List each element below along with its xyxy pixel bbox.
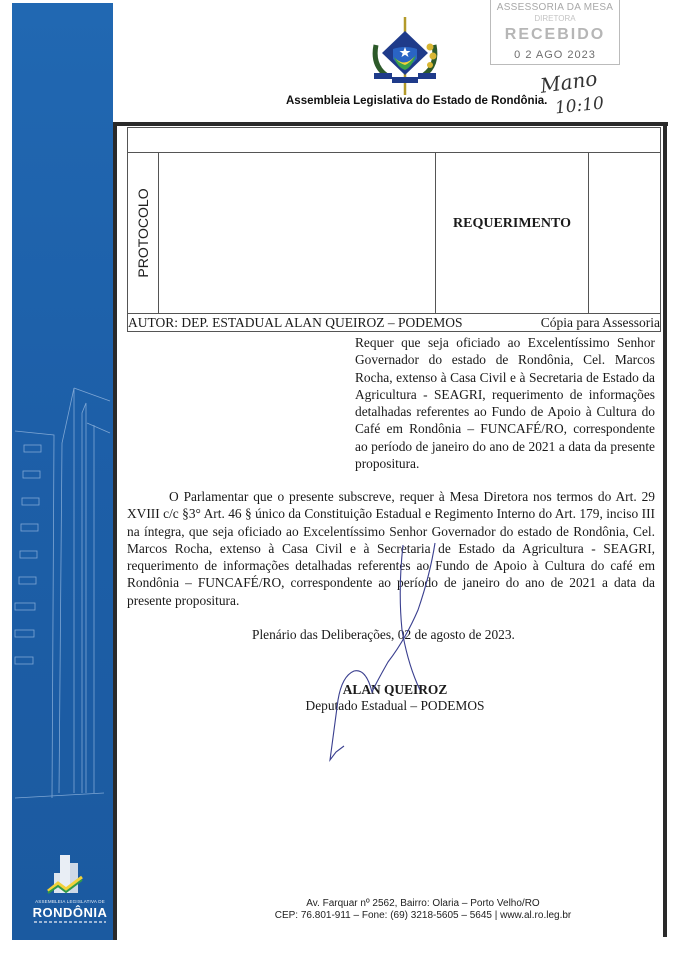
- handwritten-receiver-name: Mano: [538, 66, 599, 98]
- footer-address: [228, 898, 618, 922]
- blank-cell: [589, 153, 661, 314]
- assembly-name: Assembleia Legislativa do Estado de Rondônia.: [286, 95, 548, 107]
- protocol-cell: [128, 153, 159, 314]
- protocol-label: PROTOCOLO: [135, 188, 151, 278]
- author-cell: [128, 314, 661, 332]
- stamp-department: ASSESSORIA DA MESA: [496, 2, 614, 13]
- handwritten-receipt-time: 10:10: [554, 93, 605, 119]
- form-header-table: [127, 127, 661, 332]
- form-main-row: [128, 153, 661, 314]
- author-line: AUTOR: DEP. ESTADUAL ALAN QUEIROZ – PODEMOS: [128, 314, 463, 330]
- building-outline-illustration: [12, 3, 113, 940]
- sidebar-banner: [12, 3, 113, 940]
- body-paragraph: O Parlamentar que o presente subscreve, requer à Mesa Diretora nos termos do Art. 29 XVIII c/c §3° Art. 46 § único da Constituição Estadual e Regimento Interno do Art. 179, inciso III na íntegra, que seja oficiado ao Excelentíssimo Senhor Governador do estado de Rondônia, Cel. Marcos Rocha, extenso à Casa Civil e à Secretaria de Estado da Agricultura - SEAGRI, requerimento de informações detalhadas referentes ao Fundo de Apoio à Cultura do café em Rondônia – FUNCAFÉ/RO, correspondente ao período de janeiro do ano de 2021 a data da presente propositura.: [127, 489, 655, 608]
- state-coat-of-arms-icon: [368, 15, 442, 97]
- signer-name: ALAN QUEIROZ: [342, 682, 448, 697]
- document-type: REQUERIMENTO: [453, 216, 571, 231]
- copy-note: Cópia para Assessoria: [540, 314, 660, 330]
- summary-paragraph: Requer que seja oficiado ao Excelentíssimo Senhor Governador do estado de Rondônia, Cel. Marcos Rocha, extenso à Casa Civil e à Secretaria de Estado da Agricultura - SEAGRI, requerimento de informações detalhadas referentes ao Fundo de Apoio à Cultura do Café em Rondônia – FUNCAFÉ/RO, correspondente ao período de janeiro do ano de 2021 a data da presente propositura.: [355, 335, 655, 472]
- signer-role: Deputado Estadual – PODEMOS: [305, 698, 485, 713]
- stamp-date: 0 2 AGO 2023: [514, 49, 596, 61]
- stamp-status: RECEBIDO: [504, 26, 606, 43]
- brand-subtitle: ASSEMBLEIA LEGISLATIVA DE: [35, 899, 105, 904]
- page-frame-right: [663, 122, 667, 937]
- ale-ro-logo: [30, 851, 110, 931]
- form-top-cell: [128, 128, 661, 153]
- place-and-date: Plenário das Deliberações, 02 de agosto de 2023.: [252, 627, 515, 642]
- protocol-stamp-area: [159, 153, 436, 314]
- stamp-department-line2: DIRETORA: [534, 14, 576, 23]
- received-stamp: [490, 0, 620, 65]
- footer-street: Av. Farquar nº 2562, Bairro: Olaria – Porto Velho/RO: [306, 898, 540, 909]
- form-top-row: [128, 128, 661, 153]
- letterhead: [0, 0, 700, 120]
- brand-title: RONDÔNIA: [32, 905, 108, 920]
- page-frame-left: [113, 122, 117, 940]
- footer-contact: CEP: 76.801-911 – Fone: (69) 3218-5605 – 5645 | www.al.ro.leg.br: [274, 910, 572, 921]
- author-row: [128, 314, 661, 332]
- building-logo-icon: [30, 851, 110, 899]
- document-type-cell: [436, 153, 589, 314]
- page-frame-top: [113, 122, 668, 126]
- brand-tagline-line: [34, 921, 106, 923]
